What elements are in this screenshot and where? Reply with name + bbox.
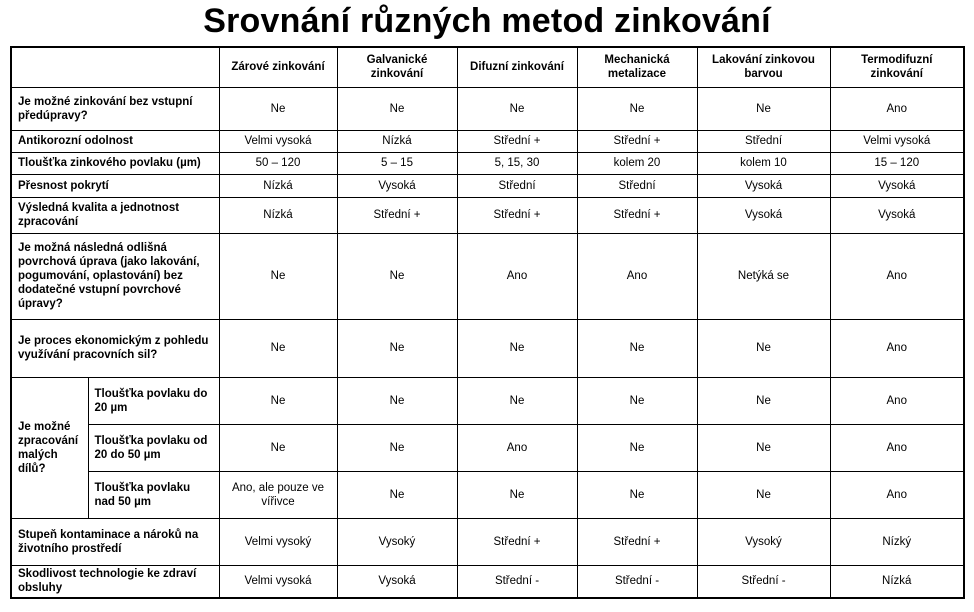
table-cell: 5, 15, 30 [457, 152, 577, 174]
table-cell: Střední + [457, 197, 577, 233]
table-cell: Ano [830, 233, 964, 319]
table-row [11, 377, 964, 424]
column-header: Zárové zinkování [219, 47, 337, 87]
table-cell: Ano, ale pouze ve vířivce [219, 471, 337, 518]
table-cell: Ano [830, 87, 964, 130]
table-cell: 15 – 120 [830, 152, 964, 174]
table-cell: Vysoký [697, 518, 830, 565]
table-cell: Ne [697, 319, 830, 377]
column-header: Lakování zinkovou barvou [697, 47, 830, 87]
table-cell: 50 – 120 [219, 152, 337, 174]
corner-cell [11, 47, 219, 87]
table-row [11, 233, 964, 319]
table-row [11, 174, 964, 197]
table-cell: Střední + [457, 130, 577, 152]
table-cell: Ne [219, 377, 337, 424]
table-cell: Vysoká [697, 174, 830, 197]
subrow-label: Tloušťka povlaku od 20 do 50 µm [88, 424, 219, 471]
table-cell: Střední [457, 174, 577, 197]
table-cell: Ne [697, 471, 830, 518]
row-label: Je možná následná odlišná povrchová úprava (jako lakování, pogumování, oplastování) bez dodatečné vstupní povrchové úpravy? [11, 233, 219, 319]
table-cell: Ne [337, 87, 457, 130]
table-cell: Ano [830, 471, 964, 518]
table-row [11, 471, 964, 518]
row-label: Přesnost pokrytí [11, 174, 219, 197]
table-row [11, 565, 964, 598]
table-cell: Ne [457, 87, 577, 130]
table-cell: Ne [577, 87, 697, 130]
table-cell: Ne [577, 424, 697, 471]
table-cell: Ano [830, 377, 964, 424]
subrow-label: Tloušťka povlaku nad 50 µm [88, 471, 219, 518]
column-header: Termodifuzní zinkování [830, 47, 964, 87]
table-cell: Ne [457, 319, 577, 377]
table-cell: Ne [697, 377, 830, 424]
table-cell: Střední - [457, 565, 577, 598]
table-cell: Vysoká [830, 197, 964, 233]
row-label: Výsledná kvalita a jednotnost zpracování [11, 197, 219, 233]
subrow-label: Tloušťka povlaku do 20 µm [88, 377, 219, 424]
table-cell: Netýká se [697, 233, 830, 319]
table-cell: Ne [577, 319, 697, 377]
table-cell: Střední + [337, 197, 457, 233]
table-cell: Ano [830, 424, 964, 471]
table-cell: kolem 20 [577, 152, 697, 174]
table-cell: Ano [577, 233, 697, 319]
table-cell: Ne [219, 424, 337, 471]
column-header: Galvanické zinkování [337, 47, 457, 87]
row-label: Je možné zinkování bez vstupní předúpravy? [11, 87, 219, 130]
table-cell: Ne [337, 424, 457, 471]
table-cell: Velmi vysoká [830, 130, 964, 152]
table-cell: Nízká [219, 174, 337, 197]
table-cell: Ne [219, 233, 337, 319]
table-cell: Velmi vysoká [219, 565, 337, 598]
table-cell: kolem 10 [697, 152, 830, 174]
table-cell: Vysoká [830, 174, 964, 197]
table-cell: Střední [697, 130, 830, 152]
table-cell: Nízký [830, 518, 964, 565]
table-cell: Ne [457, 377, 577, 424]
row-label: Antikorozní odolnost [11, 130, 219, 152]
table-cell: Vysoká [697, 197, 830, 233]
table-cell: Střední - [577, 565, 697, 598]
table-cell: Ano [457, 424, 577, 471]
table-cell: Ne [219, 319, 337, 377]
row-label: Stupeň kontaminace a nároků na životního prostředí [11, 518, 219, 565]
table-cell: Velmi vysoký [219, 518, 337, 565]
row-label: Je proces ekonomickým z pohledu využívání pracovních sil? [11, 319, 219, 377]
table-row [11, 87, 964, 130]
table-cell: Ne [219, 87, 337, 130]
table-cell: Nízká [830, 565, 964, 598]
comparison-table [10, 46, 965, 599]
row-label: Tloušťka zinkového povlaku (µm) [11, 152, 219, 174]
table-cell: Velmi vysoká [219, 130, 337, 152]
table-cell: Střední + [577, 197, 697, 233]
table-cell: Ne [337, 377, 457, 424]
table-cell: Střední + [457, 518, 577, 565]
table-row [11, 319, 964, 377]
table-cell: Ne [577, 377, 697, 424]
table-cell: Nízká [337, 130, 457, 152]
column-header: Difuzní zinkování [457, 47, 577, 87]
table-cell: Vysoká [337, 174, 457, 197]
table-cell: Vysoký [337, 518, 457, 565]
table-row [11, 152, 964, 174]
table-cell: Střední + [577, 130, 697, 152]
table-row [11, 130, 964, 152]
table-cell: 5 – 15 [337, 152, 457, 174]
table-cell: Ne [337, 233, 457, 319]
table-cell: Ne [337, 471, 457, 518]
table-cell: Střední - [697, 565, 830, 598]
table-row [11, 197, 964, 233]
group-label: Je možné zpracování malých dílů? [11, 377, 88, 518]
table-cell: Vysoká [337, 565, 457, 598]
column-header: Mechanická metalizace [577, 47, 697, 87]
table-cell: Ano [830, 319, 964, 377]
table-row [11, 424, 964, 471]
table-cell: Ano [457, 233, 577, 319]
row-label: Skodlivost technologie ke zdraví obsluhy [11, 565, 219, 598]
table-cell: Nízká [219, 197, 337, 233]
page-title: Srovnání různých metod zinkování [203, 2, 771, 40]
header-row [11, 47, 964, 87]
table-cell: Ne [577, 471, 697, 518]
table-cell: Střední [577, 174, 697, 197]
table-cell: Ne [697, 424, 830, 471]
table-cell: Ne [457, 471, 577, 518]
table-cell: Ne [337, 319, 457, 377]
table-cell: Ne [697, 87, 830, 130]
table-row [11, 518, 964, 565]
table-cell: Střední + [577, 518, 697, 565]
